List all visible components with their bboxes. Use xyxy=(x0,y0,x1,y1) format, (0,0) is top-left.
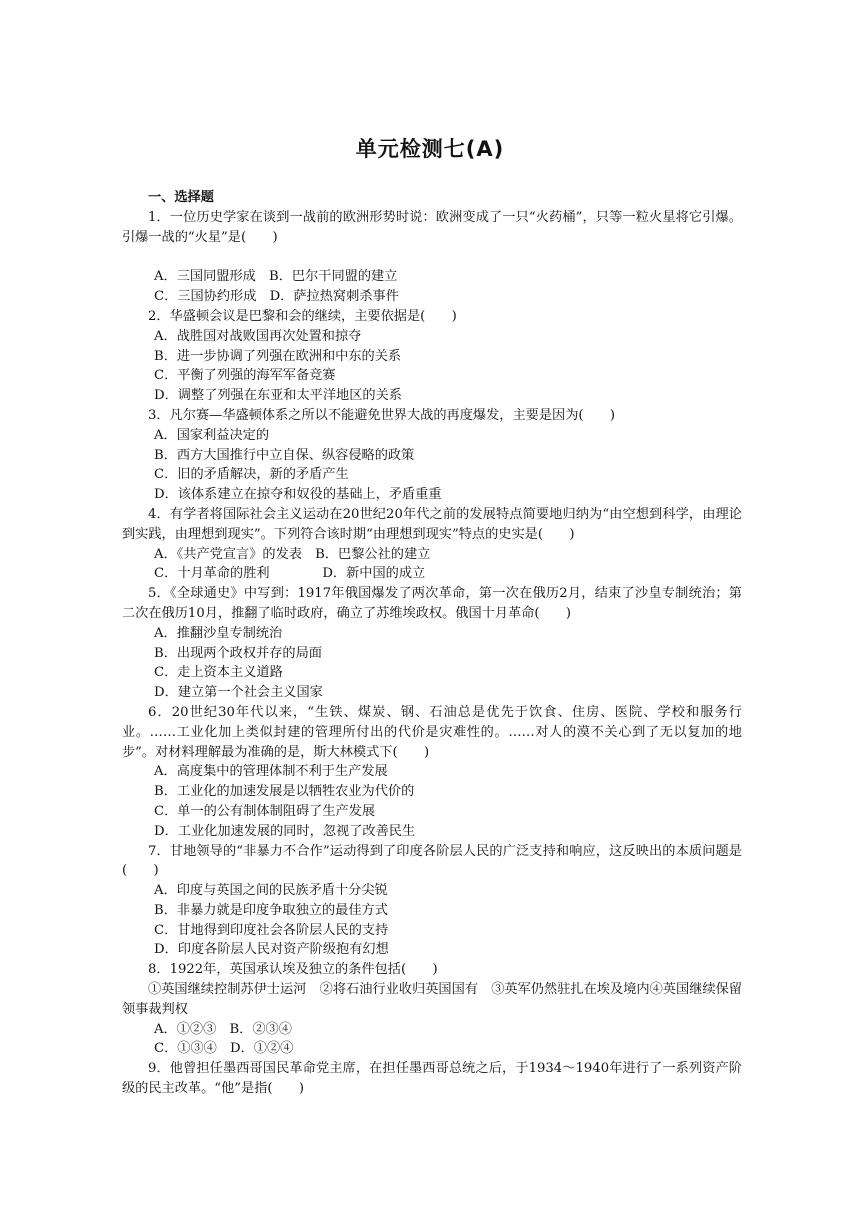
question-statements: ①英国继续控制苏伊士运河 ②将石油行业收归英国国有 ③英军仍然驻扎在埃及境内④英国继续保留领事裁判权 xyxy=(122,982,742,1017)
section-heading: 一、选择题 xyxy=(148,190,214,205)
question-2 xyxy=(122,307,742,406)
option-line: A．①②③ B．②③④ xyxy=(154,1021,292,1037)
option-line: C．平衡了列强的海军军备竞赛 xyxy=(154,368,336,384)
option-line: C．三国协约形成 D．萨拉热窝刺杀事件 xyxy=(154,289,399,305)
option-line: A．国家利益决定的 xyxy=(154,427,270,443)
page-title: 单元检测七(A) xyxy=(355,137,505,161)
option-line: C．甘地得到印度社会各阶层人民的支持 xyxy=(154,922,389,938)
option-line: A．高度集中的管理体制不利于生产发展 xyxy=(154,764,388,780)
option-line: C．单一的公有制体制阻碍了生产发展 xyxy=(154,803,376,819)
question-4 xyxy=(122,505,742,584)
option-line: B．进一步协调了列强在欧洲和中东的关系 xyxy=(154,348,402,364)
question-8 xyxy=(122,960,742,1059)
question-stem: 7．甘地领导的“非暴力不合作”运动得到了印度各阶层人民的广泛支持和响应，这反映出的本质问题是( ) xyxy=(122,843,742,879)
option-line: B．工业化的加速发展是以牺牲农业为代价的 xyxy=(154,784,415,800)
question-6 xyxy=(122,703,742,842)
question-stem: 2．华盛顿会议是巴黎和会的继续，主要依据是( ) xyxy=(148,308,457,324)
option-line: B．非暴力就是印度争取独立的最佳方式 xyxy=(154,902,388,918)
option-line: A．印度与英国之间的民族矛盾十分尖锐 xyxy=(154,883,388,899)
option-line: D．调整了列强在东亚和太平洋地区的关系 xyxy=(154,388,402,404)
option-line: B．西方大国推行中立自保、纵容侵略的政策 xyxy=(154,447,415,463)
question-stem: 5．《全球通史》中写到：1917年俄国爆发了两次革命，第一次在俄历2月，结束了沙皇专制统治；第二次在俄历10月，推翻了临时政府，确立了苏维埃政权。俄国十月革命( ) xyxy=(122,586,742,621)
question-stem: 9．他曾担任墨西哥国民革命党主席，在担任墨西哥总统之后，于1934～1940年进行了一系列资产阶级的民主改革。“他”是指( ) xyxy=(122,1061,742,1097)
question-5 xyxy=(122,584,742,703)
question-stem: 1．一位历史学家在谈到一战前的欧洲形势时说：欧洲变成了一只“火药桶”，只等一粒火星将它引爆。引爆一战的“火星”是( ) xyxy=(122,209,742,245)
question-9 xyxy=(122,1059,742,1099)
option-line: D．该体系建立在掠夺和奴役的基础上，矛盾重重 xyxy=(154,487,442,503)
answer-gap xyxy=(122,247,742,267)
option-line: A．战胜国对战败国再次处置和掠夺 xyxy=(154,328,362,344)
question-1 xyxy=(122,208,742,307)
exam-content xyxy=(122,188,742,1099)
option-line: C．旧的矛盾解决，新的矛盾产生 xyxy=(154,467,349,483)
option-line: D．印度各阶层人民对资产阶级抱有幻想 xyxy=(154,942,389,958)
option-line: A．《共产党宣言》的发表 B．巴黎公社的建立 xyxy=(154,546,431,562)
question-stem: 8．1922年，英国承认埃及独立的条件包括( ) xyxy=(148,962,438,978)
question-stem: 4．有学者将国际社会主义运动在20世纪20年代之前的发展特点简要地归纳为“由空想到科学，由理论到实践，由理想到现实”。下列符合该时期“由理想到现实”特点的史实是( ) xyxy=(122,506,742,542)
option-line: A．推翻沙皇专制统治 xyxy=(154,625,283,641)
option-line: C．①③④ D．①②④ xyxy=(154,1041,294,1057)
option-line: D．建立第一个社会主义国家 xyxy=(154,685,323,701)
question-3 xyxy=(122,406,742,505)
question-stem: 6．20世纪30年代以来，“生铁、煤炭、钢、石油总是优先于饮食、住房、医院、学校和服务行业。……工业化加上类似封建的管理所付出的代价是灾难性的。……对人的漠不关心到了无以复加的地步”。对材料理解最为准确的是，斯大林模式下( ) xyxy=(122,704,742,760)
question-stem: 3．凡尔赛—华盛顿体系之所以不能避免世界大战的再度爆发，主要是因为( ) xyxy=(148,407,616,423)
option-line: A．三国同盟形成 B．巴尔干同盟的建立 xyxy=(154,269,398,285)
option-line: C．十月革命的胜利 D．新中国的成立 xyxy=(154,566,426,582)
question-7 xyxy=(122,842,742,961)
option-line: D．工业化加速发展的同时，忽视了改善民生 xyxy=(154,823,416,839)
option-line: B．出现两个政权并存的局面 xyxy=(154,645,322,661)
option-line: C．走上资本主义道路 xyxy=(154,665,283,681)
